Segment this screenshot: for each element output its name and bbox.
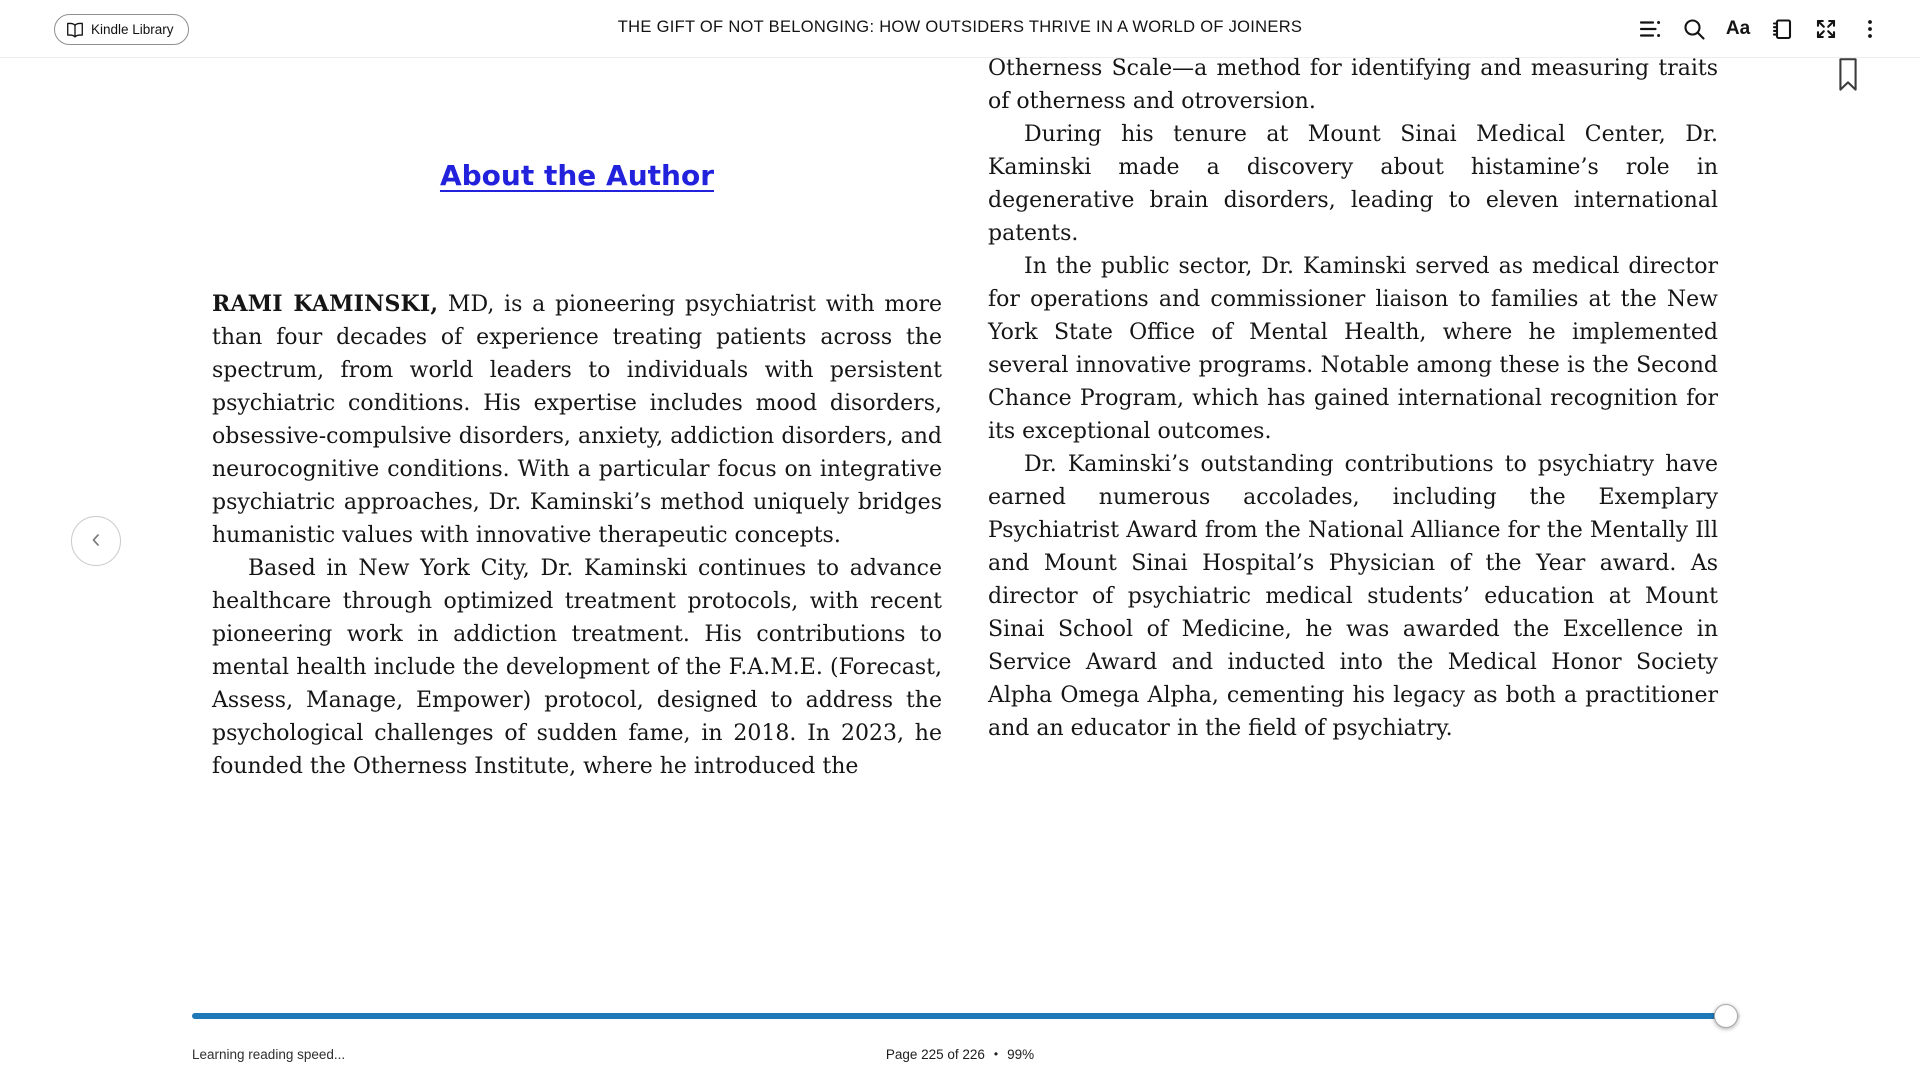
chevron-left-icon [86,530,106,553]
paragraph: Based in New York City, Dr. Kaminski continues to advance healthcare through optimized treatment protocols, with recent pioneering work in addiction treatment. His contributions to mental health include the development of the F.A.M.E. (Forecast, Assess, Manage, Empower) protocol, designed to address the psychological challenges of sudden fame, in 2018. In 2023, he founded the Otherness Institute, where he introduced the [212,556,942,779]
more-menu-icon [1858,17,1882,41]
reader-column-left [212,288,942,783]
fullscreen-icon [1814,17,1838,41]
separator-dot: • [993,1047,999,1061]
reading-progress-fill [192,1013,1725,1019]
font-settings-icon: Aa [1725,18,1751,39]
reader-column-right [988,52,1718,745]
kindle-library-label: Kindle Library [91,22,174,37]
chapter-heading-link[interactable]: About the Author [439,159,715,192]
fullscreen-button[interactable] [1804,8,1848,50]
book-title: THE GIFT OF NOT BELONGING: HOW OUTSIDERS THRIVE IN A WORLD OF JOINERS [617,18,1303,36]
page-position-info [0,1047,1920,1062]
top-toolbar [0,0,1920,58]
search-icon [1682,17,1706,41]
chapter-heading [212,156,942,193]
paragraph: Otherness Scale—a method for identifying and measuring traits of otherness and otroversion. [988,56,1718,114]
percent-read-label: 99% [1007,1047,1035,1062]
paragraph: In the public sector, Dr. Kaminski served as medical director for operations and commissioner liaison to families at the New York State Office of Mental Health, where he implemented several innovative programs. Notable among these is the Second Chance Program, which has gained international recognition for its exceptional outcomes. [988,254,1718,444]
toc-icon [1638,17,1662,41]
paragraph: During his tenure at Mount Sinai Medical Center, Dr. Kaminski made a discovery about histamine’s role in degenerative brain disorders, leading to eleven international patents. [988,122,1718,246]
toolbar-actions [1628,8,1892,50]
bookmark-icon [1834,56,1862,97]
page-number-label: Page 225 of 226 [885,1047,985,1062]
reading-speed-status: Learning reading speed... [192,1047,346,1062]
author-name-lead: RAMI KAMINSKI, [212,291,439,317]
previous-page-button[interactable] [71,516,121,566]
reading-progress-handle[interactable] [1714,1004,1738,1028]
paragraph: Dr. Kaminski’s outstanding contributions to psychiatry have earned numerous accolades, including the Exemplary Psychiatrist Award from the National Alliance for the Mentally Ill and Mount Sinai Hospital’s Physician of the Year award. As director of psychiatric medical students’ education at Mount Sinai School of Medicine, he was awarded the Excellence in Service Award and inducted into the Medical Honor Society Alpha Omega Alpha, cementing his legacy as both a practitioner and an educator in the field of psychiatry. [988,452,1718,741]
reading-progress-bar[interactable] [192,1013,1740,1019]
toc-button[interactable] [1628,8,1672,50]
more-menu-button[interactable] [1848,8,1892,50]
paragraph [212,288,942,552]
font-settings-button[interactable] [1716,8,1760,50]
bookmark-button[interactable] [1828,56,1868,100]
notebook-button[interactable] [1760,8,1804,50]
paragraph-text: MD, is a pioneering psychiatrist with more than four decades of experience treating patients across the spectrum, from world leaders to individuals with persistent psychiatric conditions. His expertise includes mood disorders, obsessive-compulsive disorders, anxiety, addiction disorders, and neurocognitive conditions. With a particular focus on integrative psychiatric approaches, Dr. Kaminski’s method uniquely bridges humanistic values with innovative therapeutic concepts. [212,292,942,548]
notebook-icon [1770,17,1794,41]
search-button[interactable] [1672,8,1716,50]
